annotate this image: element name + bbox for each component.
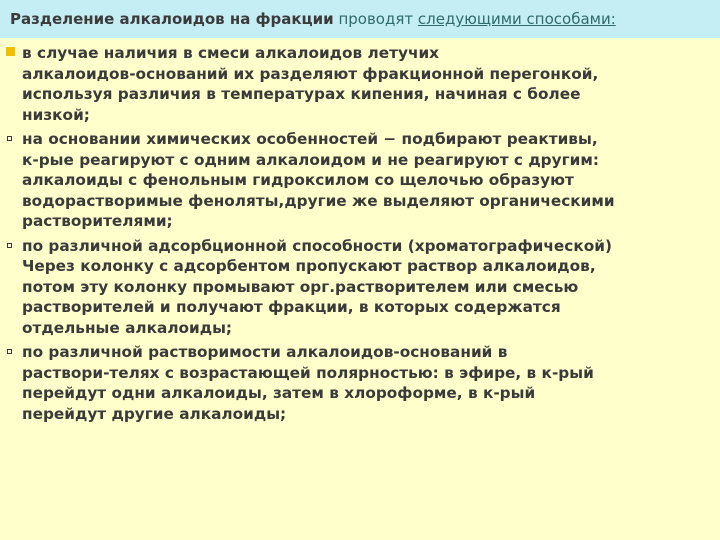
bullet-line: к-рые реагируют с одним алкалоидом и не реагируют с другим: <box>22 150 599 169</box>
bullet-line: алкалоидов-оснований их разделяют фракционной перегонкой, <box>22 64 599 83</box>
bullet-line: по различной растворимости алкалоидов-оснований в <box>22 343 508 361</box>
bullet-item-3 <box>6 236 718 339</box>
bullet-line: Через колонку с адсорбентом пропускают раствор алкалоидов, <box>22 257 596 275</box>
bullet-line: отдельные алкалоиды; <box>22 318 233 337</box>
bullet-line: перейдут другие алкалоиды; <box>22 404 287 423</box>
title-normal-text: проводят <box>338 10 414 28</box>
title-bold-text: Разделение алкалоидов на фракции <box>10 10 334 28</box>
bullet-line: на основании химических особенностей − подбирают реактивы, <box>22 130 598 148</box>
bullet-item-1 <box>6 43 718 125</box>
title-bar <box>0 0 720 38</box>
bullet-item-2 <box>6 129 718 232</box>
bullet-item-4 <box>6 342 718 424</box>
bullet-line: по различной адсорбционной способности (хроматографической) <box>22 236 612 255</box>
yellow-square-bullet-icon <box>6 47 15 56</box>
title-underlined-text: следующими способами: <box>417 10 616 28</box>
bullet-line: алкалоиды с фенольным гидроксилом со щелочью образуют <box>22 171 574 189</box>
bullet-list <box>6 43 718 428</box>
bullet-line: раствори-телях с возрастающей полярностью: в эфире, в к-рый <box>22 363 594 382</box>
bullet-line: используя различия в температурах кипения, начиная с более <box>22 85 581 103</box>
hollow-square-bullet-icon <box>7 243 12 248</box>
bullet-line: растворителями; <box>22 212 173 230</box>
bullet-line: низкой; <box>22 105 90 124</box>
bullet-line: в случае наличия в смеси алкалоидов летучих <box>22 44 440 62</box>
bullet-line: растворителей и получают фракции, в которых содержатся <box>22 298 561 316</box>
hollow-square-bullet-icon <box>7 136 12 141</box>
bullet-line: потом эту колонку промывают орг.растворителем или смесью <box>22 277 579 296</box>
bullet-line: водорастворимые феноляты,другие же выделяют органическими <box>22 191 615 210</box>
bullet-line: перейдут одни алкалоиды, затем в хлороформе, в к-рый <box>22 384 536 402</box>
hollow-square-bullet-icon <box>7 349 12 354</box>
